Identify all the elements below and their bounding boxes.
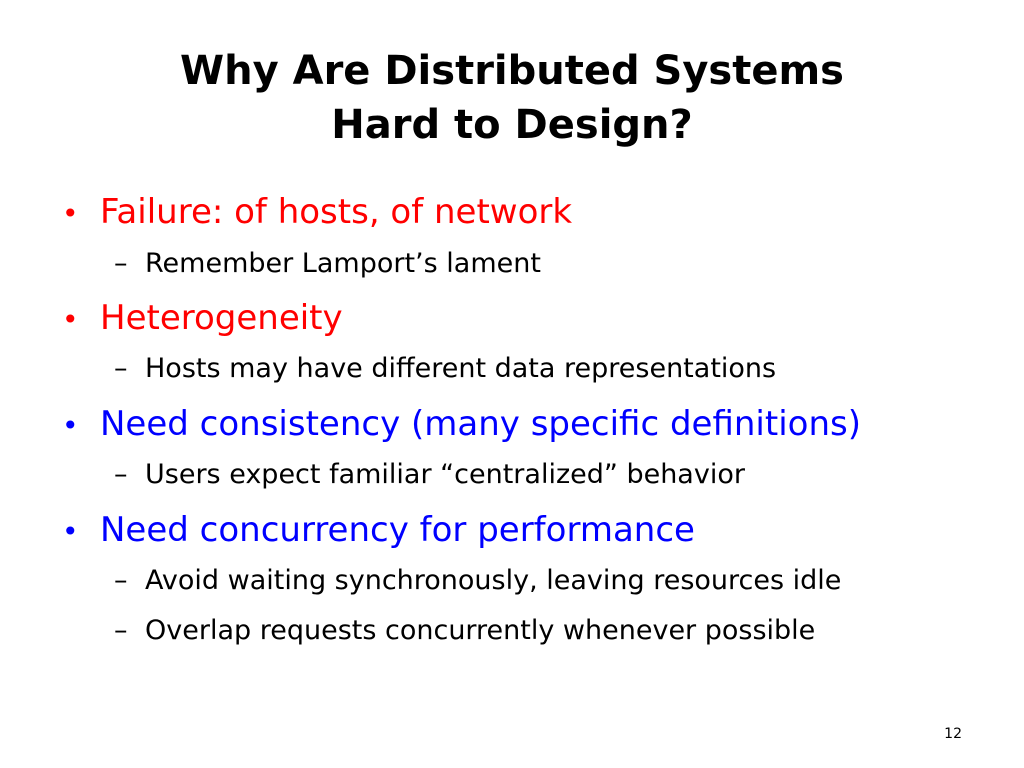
page-number: 12 bbox=[944, 726, 962, 742]
bullet-item bbox=[62, 192, 572, 234]
bullet-text: Failure: of hosts, of network bbox=[100, 192, 573, 232]
sub-bullet-marker: – bbox=[114, 565, 128, 596]
bullet-item bbox=[62, 510, 695, 552]
sub-bullet-item bbox=[114, 458, 745, 492]
bullet-marker: • bbox=[62, 197, 79, 230]
sub-bullet-text: Avoid waiting synchronously, leaving resources idle bbox=[145, 565, 842, 596]
sub-bullet-item bbox=[114, 352, 776, 386]
sub-bullet-text: Overlap requests concurrently whenever possible bbox=[145, 615, 816, 646]
sub-bullet-marker: – bbox=[114, 615, 128, 646]
bullet-marker: • bbox=[62, 515, 79, 548]
bullet-text: Heterogeneity bbox=[100, 298, 343, 338]
bullet-marker: • bbox=[62, 409, 79, 442]
sub-bullet-text: Hosts may have different data representations bbox=[145, 353, 777, 384]
bullet-text: Need consistency (many specific definitions) bbox=[100, 404, 861, 444]
slide-title-line-2: Hard to Design? bbox=[331, 102, 693, 148]
bullet-item bbox=[62, 298, 343, 340]
sub-bullet-text: Remember Lamport’s lament bbox=[145, 248, 541, 279]
slide-title-line-1: Why Are Distributed Systems bbox=[180, 48, 844, 94]
bullet-text: Need concurrency for performance bbox=[100, 510, 695, 550]
sub-bullet-marker: – bbox=[114, 353, 128, 384]
sub-bullet-item bbox=[114, 614, 815, 648]
sub-bullet-marker: – bbox=[114, 248, 128, 279]
sub-bullet-item bbox=[114, 247, 541, 281]
sub-bullet-item bbox=[114, 564, 841, 598]
sub-bullet-text: Users expect familiar “centralized” behavior bbox=[145, 459, 745, 490]
sub-bullet-marker: – bbox=[114, 459, 128, 490]
bullet-marker: • bbox=[62, 303, 79, 336]
bullet-item bbox=[62, 404, 861, 446]
